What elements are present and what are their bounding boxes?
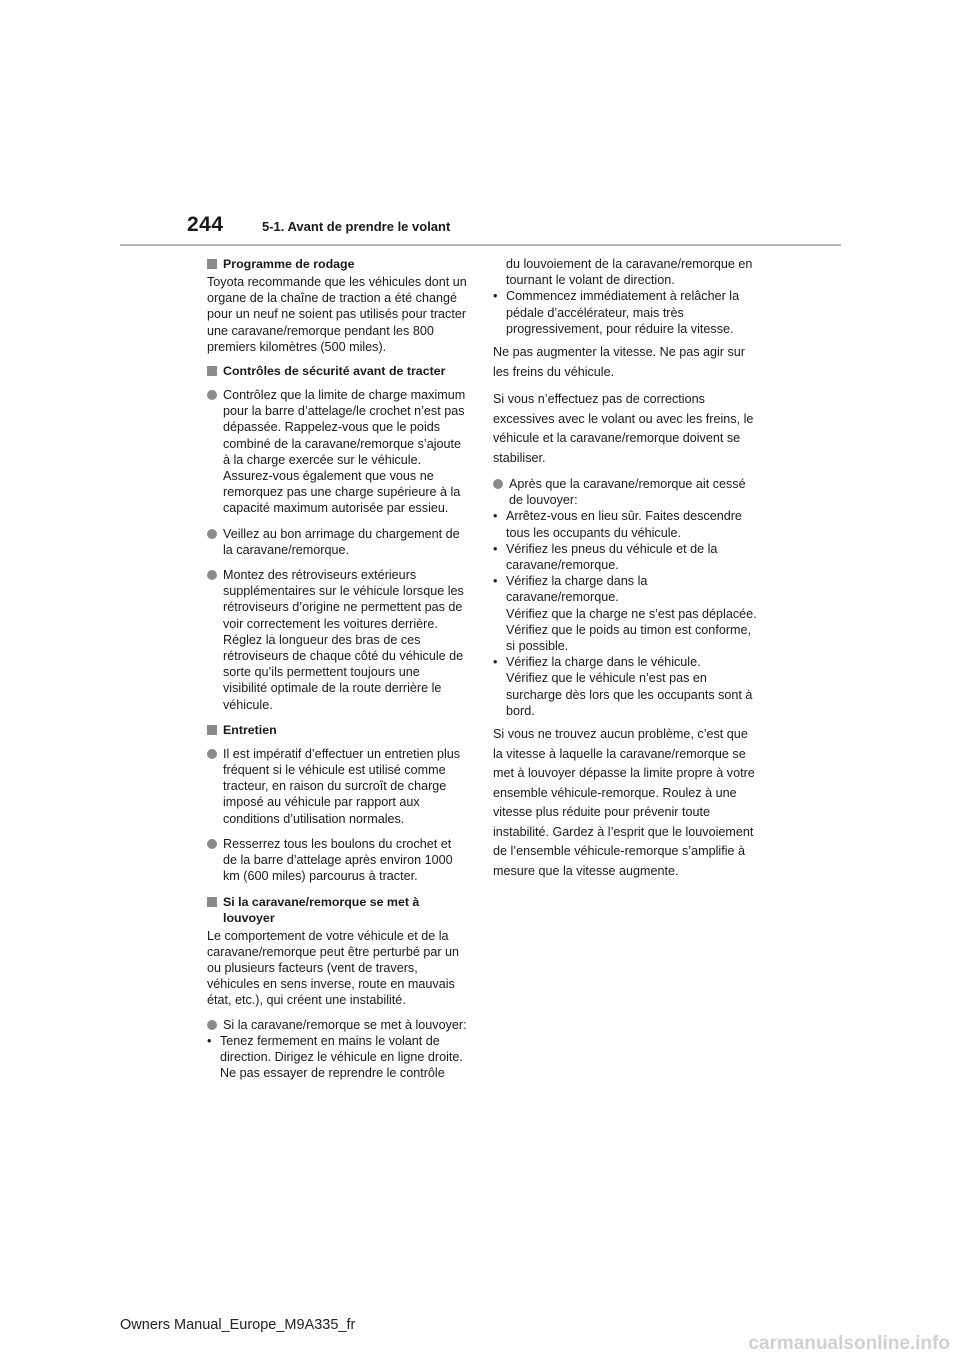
- watermark: carmanualsonline.info: [748, 1333, 950, 1354]
- circle-bullet-icon: [207, 570, 217, 580]
- circle-bullet-icon: [207, 749, 217, 759]
- square-bullet-icon: [207, 259, 217, 269]
- right-column: [493, 256, 758, 889]
- heading-controles: Contrôles de sécurité avant de tracter: [207, 363, 467, 379]
- page-number: 244: [187, 213, 224, 236]
- list-item: Si la caravane/remorque se met à louvoyer:: [207, 1017, 467, 1033]
- paragraph-rodage: Toyota recommande que les véhicules dont un organe de la chaîne de traction a été changé pour un neuf ne soient pas utilisés pour tracter une caravane/remorque pendant les 800 premiers kilomètres (500 miles).: [207, 275, 467, 354]
- sub-list-item: • Vérifiez les pneus du véhicule et de la caravane/remorque.: [493, 541, 718, 573]
- heading-louvoiement: Si la caravane/remorque se met à louvoyer: [207, 894, 467, 926]
- list-item: Après que la caravane/remorque ait cessé de louvoyer:: [493, 476, 758, 508]
- header-rule: [120, 244, 841, 246]
- sub-list-item: • Commencez immédiatement à relâcher la pédale d’accélérateur, mais très progressivement, pour réduire la vitesse.: [493, 289, 740, 336]
- sub-list-item: • Vérifiez la charge dans la caravane/remorque. Vérifiez que la charge ne s’est pas déplacée. Vérifiez que le poids au timon est conforme, si possible.: [493, 574, 757, 654]
- list-item: Contrôlez que la limite de charge maximum pour la barre d’attelage/le crochet n’est pas dépassée. Rappelez-vous que le poids combiné de la caravane/remorque s’ajoute à la charge exercée sur le véhicule. Assurez-vous également que vous ne remorquez pas une charge supérieure à la capacité maximum autorisée par essieu.: [207, 387, 467, 517]
- list-item: Il est impératif d’effectuer un entretien plus fréquent si le véhicule est utilisé comme tracteur, en raison du surcroît de charge imposé au véhicule par rapport aux conditions d’utilisation normales.: [207, 746, 467, 827]
- section-title: 5-1. Avant de prendre le volant: [262, 219, 451, 234]
- square-bullet-icon: [207, 366, 217, 376]
- paragraph-vitesse: Ne pas augmenter la vitesse. Ne pas agir sur les freins du véhicule.: [493, 345, 745, 379]
- sub-list-item: • Arrêtez-vous en lieu sûr. Faites descendre tous les occupants du véhicule.: [493, 509, 742, 540]
- paragraph-conclusion: Si vous ne trouvez aucun problème, c’est que la vitesse à laquelle la caravane/remorque se met à louvoyer dépasse la limite propre à votre ensemble véhicule-remorque. Roulez à une vitesse plus réduite pour prévenir toute instabilité. Gardez à l’esprit que le louvoiement de l’ensemble véhicule-remorque s’amplifie à mesure que la vitesse augmente.: [493, 727, 755, 878]
- sub-list-item: • Vérifiez la charge dans le véhicule. Vérifiez que le véhicule n’est pas en surcharge dès lors que les occupants sont à bord.: [493, 655, 753, 718]
- list-item: Resserrez tous les boulons du crochet et de la barre d’attelage après environ 1000 km (600 miles) parcourus à tracter.: [207, 836, 467, 885]
- footer-doc-id: Owners Manual_Europe_M9A335_fr: [120, 1317, 356, 1333]
- heading-entretien: Entretien: [207, 722, 467, 738]
- square-bullet-icon: [207, 725, 217, 735]
- left-column: [207, 256, 467, 1081]
- circle-bullet-icon: [493, 479, 503, 489]
- list-item: Montez des rétroviseurs extérieurs supplémentaires sur le véhicule lorsque les rétroviseurs d’origine ne permettent pas de voir correctement les voitures derrière. Réglez la longueur des bras de ces rétroviseurs de chaque côté du véhicule de sorte qu’ils permettent toujours une visibilité optimale de la route derrière le véhicule.: [207, 567, 467, 713]
- paragraph-corrections: Si vous n’effectuez pas de corrections excessives avec le volant ou avec les freins, le véhicule et la caravane/remorque doivent se stabiliser.: [493, 392, 754, 465]
- square-bullet-icon: [207, 897, 217, 907]
- list-item: Veillez au bon arrimage du chargement de la caravane/remorque.: [207, 526, 467, 558]
- heading-rodage: Programme de rodage: [207, 256, 467, 272]
- continued-text: du louvoiement de la caravane/remorque en tournant le volant de direction.: [506, 257, 753, 288]
- paragraph-louvoiement: Le comportement de votre véhicule et de la caravane/remorque peut être perturbé par un ou plusieurs facteurs (vent de travers, véhicules en sens inverse, route en mauvais état, etc.), qui créent une instabilité.: [207, 928, 460, 1008]
- circle-bullet-icon: [207, 839, 217, 849]
- sub-list-item: • Tenez fermement en mains le volant de direction. Dirigez le véhicule en ligne droite. Ne pas essayer de reprendre le contrôle: [207, 1033, 463, 1081]
- circle-bullet-icon: [207, 1020, 217, 1030]
- circle-bullet-icon: [207, 390, 217, 400]
- circle-bullet-icon: [207, 529, 217, 539]
